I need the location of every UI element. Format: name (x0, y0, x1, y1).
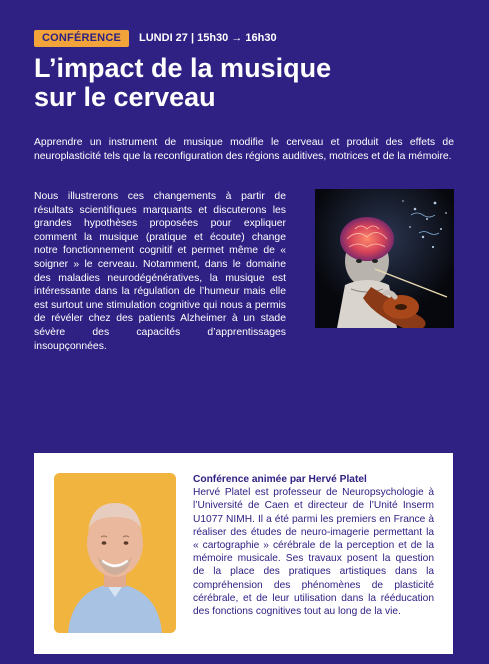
child-violin-brain-illustration (315, 189, 454, 328)
description-paragraph: Nous illustrerons ces changements à partir de résultats scientifiques marquants et discuterons les grandes hypothèses proposées pour expliquer comment la musique (pratique et écoute) change notre fonctionnement cognitif et permet même de « soigner » le cerveau. Notamment, dans le domaine des maladies neurodégénératives, la musique est intéressante dans la régulation de l’humeur mais elle est surtout une stimulation cognitive qui nous a permis de révéler chez des patients Alzheimer à un stade sévère des capacités d’apprentissages insoupçonnées. (34, 191, 286, 352)
speaker-heading: Conférence animée par Hervé Platel (193, 474, 367, 485)
speaker-bio-text: Hervé Platel est professeur de Neuropsychologie à l’Université de Caen et directeur de l’Unité Inserm U1077 NIMH. Il a été parmi les premiers en France à réaliser des études de neuro-imagerie permettant la « cartographie » cérébrale de la perception et de la mémoire musicale. Ses travaux posent la question de la place des pratiques artistiques dans la compréhension des phénomènes de plasticité cérébrale, et de leur utilisation dans la rééducation des fonctions cognitives tout au long de la vie. (193, 487, 434, 618)
event-header (34, 30, 277, 47)
page-title (34, 54, 464, 112)
speaker-photo (54, 473, 176, 633)
speaker-bio (193, 473, 434, 618)
intro-paragraph: Apprendre un instrument de musique modifie le cerveau et produit des effets de neuroplasticité tels que la reconfiguration des régions auditives, motrices et de la mémoire. (34, 137, 454, 162)
speaker-portrait-illustration (54, 473, 176, 633)
event-type-badge: CONFÉRENCE (34, 30, 129, 47)
illustration-image (315, 189, 454, 328)
event-datetime: LUNDI 27 | 15h30 → 16h30 (139, 32, 277, 44)
title-line-2: sur le cerveau (34, 82, 216, 112)
speaker-card (34, 453, 453, 654)
title-line-1: L’impact de la musique (34, 53, 332, 83)
